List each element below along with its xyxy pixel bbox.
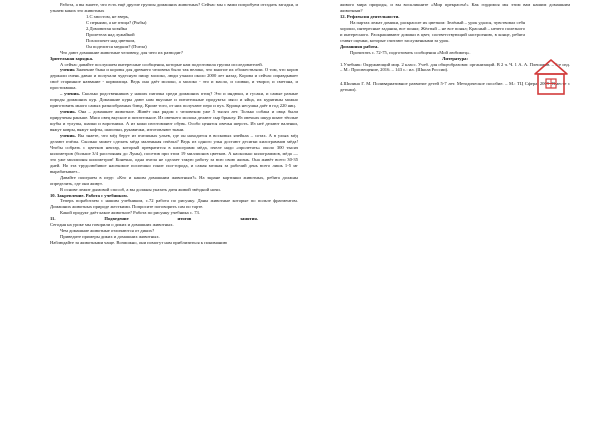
heading-word: занятия. (240, 216, 258, 222)
section-heading: Домашняя работа. (340, 43, 379, 49)
riddle-line: Похлопочет над цветком, (86, 37, 136, 43)
paragraph-text: Значение быка и коровы для древнего человека было так велико, что многие их обожествляли. О том, что коров держали очень давно и получали чудесную пищу молоко, люди узнали около 2000 лет назад. Корова и сейчас оправдывает своё старинное название - кормилица. Ведь она даёт молоко, а молоко - это и масло, и сливки, и творог, и сметана, и простокваша. (50, 67, 298, 91)
paragraph-text: Она – домашнее животное. Живёт она рядом с человеком уже 5 тысяч лет. Только собака и овца были приручены раньше. Мясо овец вкусное и питательное. Из овечьего молока делают сыр брынзу. Из овечьих шкур шьют тёплые шубы и тулупы, шапки и воротники. А из кожи изготовляют обувь. Особо ценятся овечья шерсть. Из неё делают валенки, вяжут ковры, вяжут кофты, шапочки, рукавички, изготовляют ткани. (50, 109, 298, 133)
riddle-line: Он поделится медком? (Пчела) (86, 43, 147, 49)
reference-item: 4.Шилина Г. М. Поливариативное развитие детей 5-7 лет. Методическое пособие. – М.: ТЦ Сфера, 2009 (Вместе с детьми). (340, 81, 570, 93)
paragraph: В основе лежит дымовой способ, а вы должны указать дитя живой звёздной ночи. (60, 186, 221, 192)
paragraph (50, 133, 298, 175)
paragraph: А сейчас давайте послушаем интересные сообщения, которые нам подготовила группа исследователей. (60, 61, 263, 67)
riddle-line: С перьями, а не птица? (Рыбы) (86, 19, 147, 25)
paragraph (50, 67, 298, 91)
heading-word: итогов (177, 216, 192, 222)
heading-number: 11. (50, 216, 56, 222)
speaker-label: ученик (60, 67, 75, 73)
section-heading: 12. Рефлексия деятельности. (340, 13, 400, 19)
paragraph: живого мира природы, и вы воскликните «Мир прекрасен!» Как гордимся мы этим вам нашим домашним животным? (340, 2, 570, 13)
section-heading: Литература: (442, 55, 468, 61)
paragraph: Что дают домашние животные человеку, для чего их разводят? (60, 49, 183, 55)
speaker-label: ученик. (60, 109, 77, 115)
speaker-label: ученик. (60, 132, 77, 138)
paragraph (50, 91, 298, 109)
paragraph: Прочитать с. 72-75, подготовить сообщения «Мой любимец». (350, 49, 471, 55)
paragraph: Давайте поиграем в игру: «Кто и каким домашним животным?» На экране картинки животных, ребята должны определить, где они живут. (50, 174, 298, 186)
paragraph: Наблюдайте за животными чаще. Возможно, они помогут нам приблизиться к пониманию (50, 240, 228, 246)
section-heading: 10. Закрепление. Работа с учебником. (50, 192, 128, 198)
house-icon (533, 58, 569, 96)
riddle-line: 2.Домовитая хозяйка (86, 25, 127, 31)
paragraph: Сегодня на уроке мы говорили о диких и домашних животных. (50, 222, 174, 228)
paragraph: Какой продукт даёт какое животное? Работа по рисунку учебника с. 73. (60, 210, 200, 216)
speaker-label: – ученик. (60, 91, 81, 97)
paragraph: Чем домашние животные отличаются от диких? (60, 228, 155, 234)
paragraph-text: Вы знаете, что мёд берут из пчелиных ульев, где он находится в восковых ячейках – сотах. А в ульях мёд делают пчёлы. Сколько может сделать мёда маленькая пчёлка? Ведь из одного улья достают десятки килограммов мёда! Чтобы собрать с цветков нектар, который превратится в килограмм мёда, пчеле надо «пролетать» около 300 тысяч километров (больше 3/4 расстояния до Луны), посетив при этом 19 миллионов цветков. А насколько килограммов, мёда — это уже миллионы километров! Конечно, одна пчела не сделает такую работу за всю свою жизнь. Она живёт всего 30-35 дней. Но эта трудолюбивое насекомое поспешно гонит пол-города, и самая мелкая за рабочий день всего лишь 1-5 мг вырабатывает... (50, 132, 298, 174)
reference-item: 1.Учебник: Окружающий мир. 2 класс. Учеб. для общеобразоват. организаций. В 2 ч. Ч. 1 А. А. Плешаков. – 6-е изд. – М.: Просвещение, 2016. – 143 с.: ил. (Школа России). (340, 61, 570, 73)
paragraph: Теперь поработаем с нашим учебником, с.72 работа по рисунку. Даны животные которые по пользе фрагментом. Домашних животных природе жесткими. Попросите поговорить сам по тарте. (50, 198, 298, 210)
paragraph: На партах лежат домики, раскрасьте их цветком: Зелёный – урок удался, чувствовал себя хорошо, интересные задания, все понял; Жёлтый – не все понял; Красный – нечего полезного и интересного. Раскрашивают домики в цвет, соответствующий настроению, в конце, ребята ставят оценки, которые считают заслуженными за урок. (340, 19, 525, 43)
paragraph (50, 109, 298, 133)
heading-word: Подведение (104, 216, 129, 222)
riddle-line: 1.С хвостом, не зверь, (86, 13, 130, 19)
paragraph: Работа, а вы знаете, что есть ещё другие группы домашних животных? Сейчас мы с вами попробуем отгадать загадки, и узнаем каких это животных (50, 2, 298, 13)
riddle-line: Пролетела над лужайкой (86, 31, 135, 37)
left-column (50, 2, 298, 246)
paragraph-text: Сколько родственников у наших пятачка среди домашних птиц? Это и индюки, и гусаки, и самые разные породы домашних кур. Домашние куры дают нам вкусные и питательные продукты: мясо и яйца, их курятины можно приготовить много самых разнообразных блюд. Кроме того, от них получают перо и пух. Курица несушка даёт в год 220 яиц. (50, 91, 298, 109)
section-heading: Зрительная зарядка. (50, 55, 94, 61)
paragraph: Приведите примеры диких и домашних животных. (60, 234, 160, 240)
